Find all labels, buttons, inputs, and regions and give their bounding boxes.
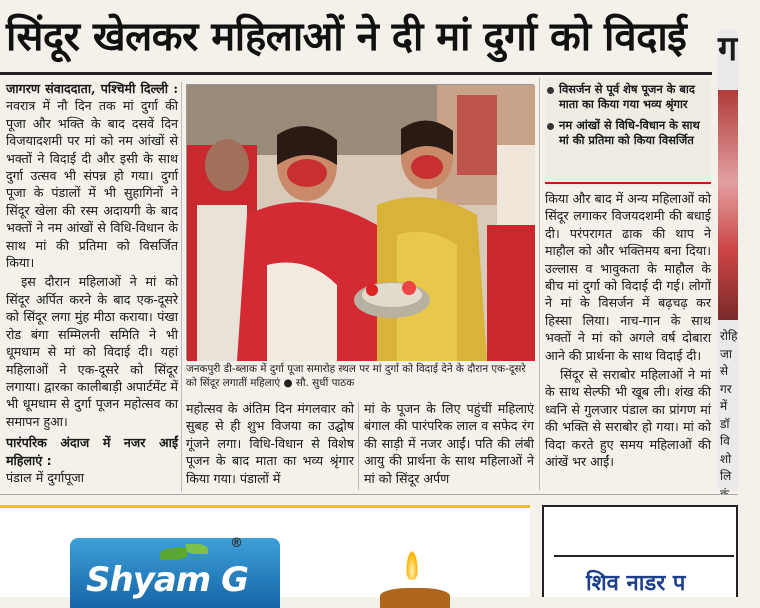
article-headline: सिंदूर खेलकर महिलाओं ने दी मां दुर्गा को विदाई [6,14,687,60]
advertisement-left [0,505,530,600]
article-photo [186,84,534,360]
highlight-item [545,118,711,148]
column-3-text: मां के पूजन के लिए पहुंचीं महिलाएं बंगाल की पारंपरिक लाल व सफेद रंग की साड़ी में नजर आईं। पति की लंबी आयु की प्रार्थना के साथ महिलाओं ने मां को सिंदूर अर्पण [364,401,534,486]
column-1-paragraph-2: इस दौरान महिलाओं ने मां को सिंदूर अर्पित करने के बाद एक-दूसरे को सिंदूर लगा मुंह मीठा कराया। पंखा रोड बंगा सम्मिलनी समिति ने भी धूमधाम से मां को विदाई दी। यहां महिलाओं ने एक-दूसरे को सिंदूर लगाया। द्वारका कालीबाड़ी अपार्टमेंट में भी धूमधाम से दुर्गा पूजन महोत्सव का समापन हुआ। [6,274,178,429]
neighbor-text-line: से [720,364,729,378]
article-column-1 [6,80,178,488]
advertisement-right [542,505,738,597]
column-2-text: महोत्सव के अंतिम दिन मंगलवार को सुबह से ही शुभ विजया का उद्घोष गूंजने लगा। विधि-विधान से विशेष पूजन के बाद माता का भव्य श्रृंगार किया गया। पंडालों में [186,401,354,486]
neighbor-text [720,328,760,503]
neighbor-text-line: शो [720,451,732,466]
section-divider [0,494,738,504]
neighbor-text-line: डॉ [720,416,730,431]
column-1-tail: पंडाल में दुर्गापूजा [6,469,85,485]
article-column-4 [545,190,711,473]
highlight-item [545,82,711,112]
neighbor-photo [718,90,738,320]
neighbor-headline: ग [718,29,738,69]
article-column-2 [186,400,354,489]
ad-title: शिव नाडर प [586,571,686,596]
diya-lamp-icon [380,588,450,608]
highlights-rule [545,182,711,184]
sindoor-khela-photo [187,85,535,361]
neighbor-text-line: लि [720,469,732,483]
diya-flame-icon [406,550,418,580]
headline-rule [0,72,712,75]
neighbor-text-line: वि [720,434,730,448]
highlight-text: नम आंखों से विधि-विधान के साथ मां की प्रतिमा को किया विसर्जित [559,118,700,147]
bullet-icon [547,123,554,130]
column-divider [539,78,540,490]
neighbor-text-line: गर [720,381,732,396]
photo-caption: जनकपुरी डी-ब्लाक में दुर्गा पूजा समारोह स्थल पर मां दुर्गा को विदाई देने के दौरान एक-दूसरे को सिंदूर लगातीं महिलाएं ● सौ. सुधीं पाठक [186,363,526,389]
registered-mark: ® [230,536,243,551]
leaf-icon [160,548,188,560]
leaf-icon [186,544,208,554]
brand-logo: Shyam G [86,560,248,600]
column-divider [358,402,359,490]
bullet-icon [547,87,554,94]
neighbor-text-line: में [720,399,728,413]
highlights-box [545,78,711,186]
dateline: जागरण संवाददाता, पश्चिमी दिल्ली : [6,81,178,96]
neighbor-text-line: जा [720,346,733,361]
article-column-3 [364,400,534,489]
ad-rule [554,555,734,557]
subhead: पारंपरिक अंदाज में नजर आईं महिलाएं : [6,435,178,468]
column-1-paragraph-1 [6,80,178,271]
column-4-paragraph-2: सिंदूर से सराबोर महिलाओं ने मां के साथ सेल्फी भी खूब ली। शंख की ध्वनि से गुलजार पंडाल का प्रांगण मां की भक्ति से सराबोर हो गया। मां को विदा करते हुए समय महिलाओं की आंखें भर आईं। [545,367,711,470]
neighbor-text-line: रोहि [720,329,738,343]
column-1-text-1: नवरात्र में नौ दिन तक मां दुर्गा की पूजा और भक्ति के बाद दसवें दिन विजयादशमी पर मां को नम आंखों से भक्तों ने विदाई दी और इसी के साथ दुर्गा उत्सव भी संपन्न हो गया। दुर्गा पूजा के पंडालों में भी सुहागिनों ने सिंदूर खेला की रस्म अदायगी के बाद भक्तों ने नम आंखों से विधि-विधान के साथ मां की प्रतिमा को विसर्जित किया। [6,98,178,271]
column-divider [181,82,182,492]
column-4-paragraph-1: किया और बाद में अन्य महिलाओं को सिंदूर लगाकर विजयदशमी की बधाई दी। परंपरागत ढाक की थाप ने माहौल को और भक्तिमय बना दिया। उल्लास व भावुकता के माहौल के बीच मां दुर्गा को विदाई दी गई। लोगों ने मां के विसर्जन में बढ़चढ़ कर हिस्सा लिया। नाच-गान के साथ भक्तों ने मां को अगले वर्ष दोबारा आने की प्रार्थना के साथ विदाई दी। [545,191,711,363]
highlight-text: विसर्जन से पूर्व शेष पूजन के बाद माता का किया गया भव्य श्रृंगार [559,82,695,111]
neighbor-story [718,30,738,490]
